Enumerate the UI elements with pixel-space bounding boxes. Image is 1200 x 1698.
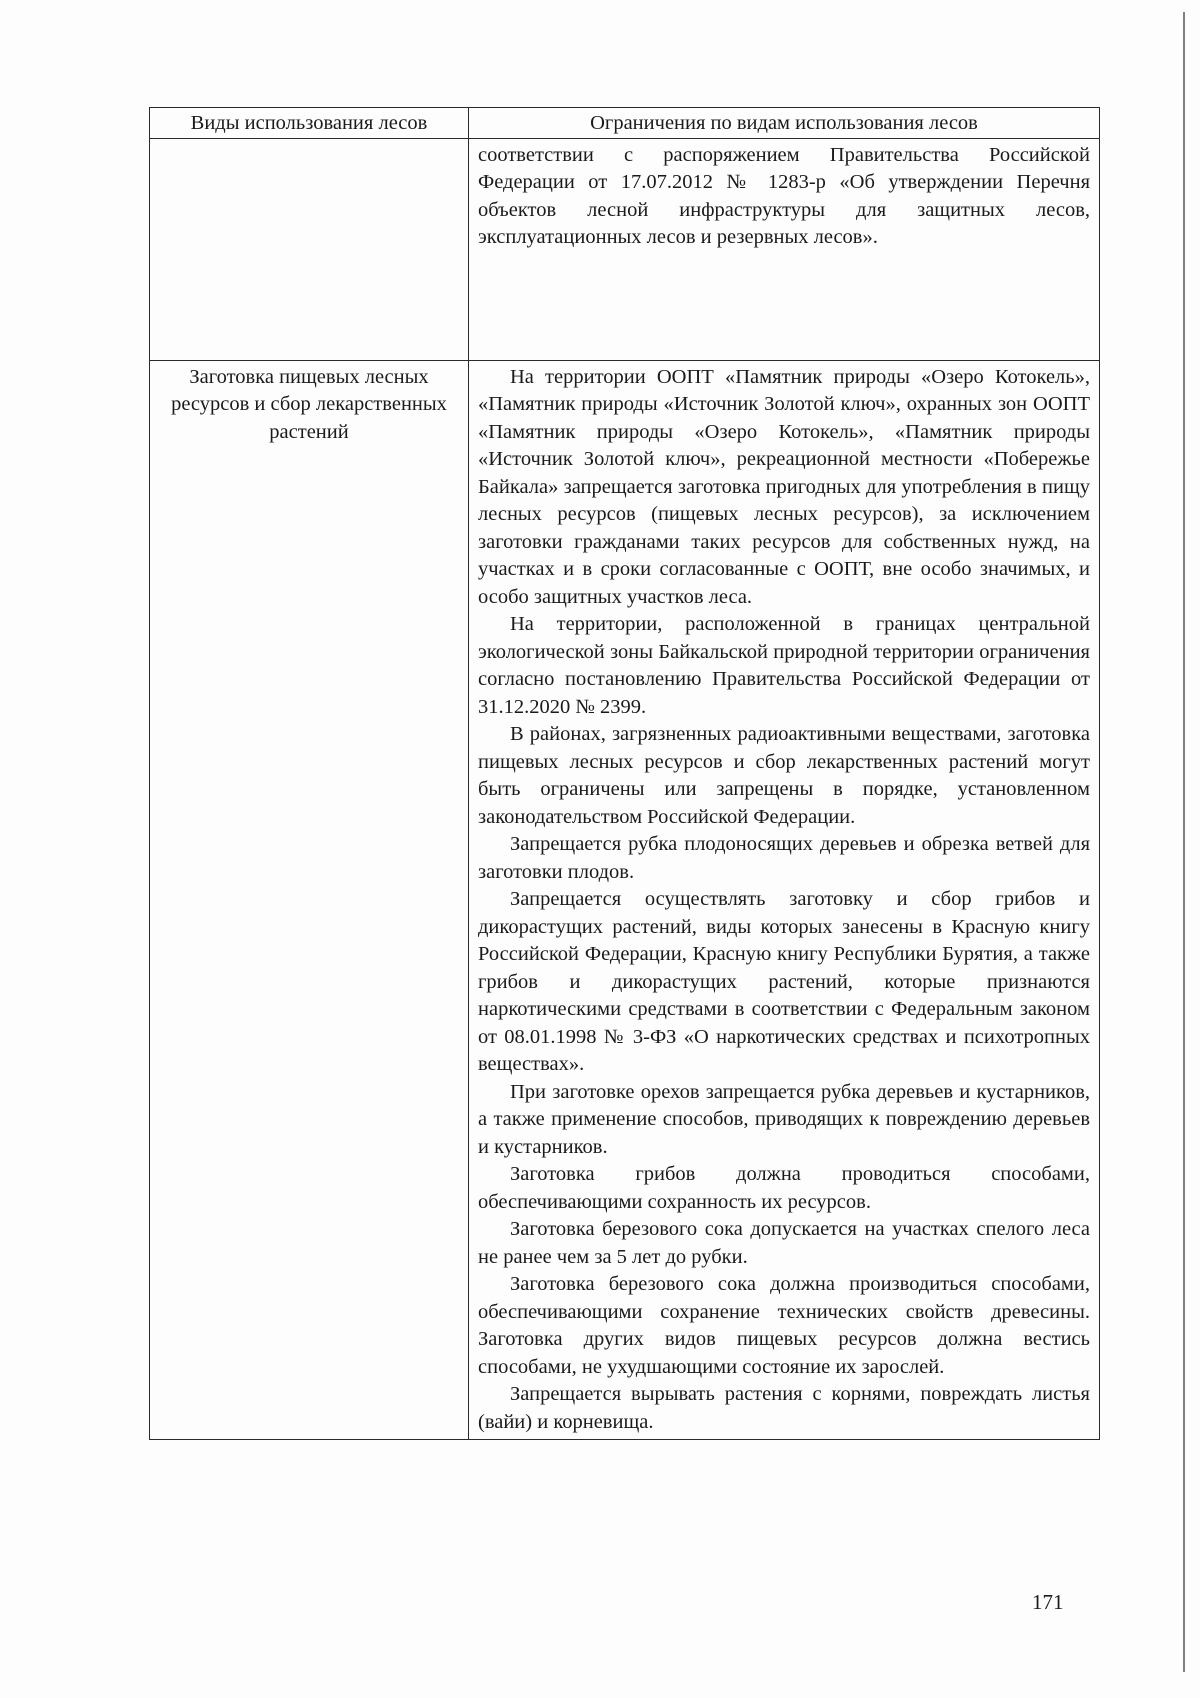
restriction-paragraph: На территории ООПТ «Памятник природы «Озеро Котокель», «Памятник природы «Источник Золотой ключ», охранных зон ООПТ «Памятник природы «Озеро Котокель», «Памятник природы «Источник Золотой ключ», рекреационной местности «Побережье Байкала» запрещается заготовка пригодных для употребления в пищу лесных ресурсов (пищевых лесных ресурсов), за исключением заготовки гражданами таких ресурсов для собственных нужд, на участках и в сроки согласованные с ООПТ, вне особо значимых, и особо защитных участков леса.: [478, 365, 1090, 608]
restriction-paragraph: соответствии с распоряжением Правительства Российской Федерации от 17.07.2012 № 1283-р «Об утверждении Перечня объектов лесной инфраструктуры для защитных лесов, эксплуатационных лесов и резервных лесов».: [478, 143, 1090, 248]
header-use-types: Виды использования лесов: [150, 108, 469, 139]
restriction-paragraph: В районах, загрязненных радиоактивными веществами, заготовка пищевых лесных ресурсов и сбор лекарственных растений могут быть ограничены или запрещены в порядке, установленном законодательством Российской Федерации.: [478, 723, 1090, 828]
restriction-paragraph: На территории, расположенной в границах центральной экологической зоны Байкальской природной территории ограничения согласно постановлению Правительства Российской Федерации от 31.12.2020 № 2399.: [478, 613, 1090, 718]
restriction-paragraph: Запрещается осуществлять заготовку и сбор грибов и дикорастущих растений, виды которых занесены в Красную книгу Российской Федерации, Красную книгу Республики Бурятия, а также грибов и дикорастущих растений, которые признаются наркотическими средствами в соответствии с Федеральным законом от 08.01.1998 № 3-ФЗ «О наркотических средствах и психотропных веществах».: [478, 888, 1090, 1075]
restriction-paragraph: Заготовка березового сока допускается на участках спелого леса не ранее чем за 5 лет до рубки.: [478, 1218, 1090, 1268]
cell-use-type-food-resources: Заготовка пищевых лесных ресурсов и сбор лекарственных растений: [150, 360, 469, 1440]
cell-restrictions-continuation: [469, 138, 1100, 360]
table-row-food-resources: [150, 360, 1100, 1440]
restriction-paragraph: Заготовка березового сока должна производиться способами, обеспечивающими сохранение технических свойств древесины. Заготовка других видов пищевых ресурсов должна вестись способами, не ухудшающими состояние их зарослей.: [478, 1273, 1090, 1378]
restriction-paragraph: Заготовка грибов должна проводиться способами, обеспечивающими сохранность их ресурсов.: [478, 1163, 1090, 1213]
cell-restrictions-food-resources: [469, 360, 1100, 1440]
restriction-paragraph: Запрещается рубка плодоносящих деревьев и обрезка ветвей для заготовки плодов.: [478, 833, 1090, 883]
forest-use-restrictions-table: [149, 107, 1100, 1440]
scan-edge-line: [1183, 12, 1185, 1672]
table-header-row: [150, 108, 1100, 139]
restriction-paragraph: Запрещается вырывать растения с корнями, повреждать листья (вайи) и корневища.: [478, 1383, 1090, 1433]
cell-use-type-empty: [150, 138, 469, 360]
table-row-continuation: [150, 138, 1100, 360]
header-restrictions: Ограничения по видам использования лесов: [469, 108, 1100, 139]
page-number: 171: [1032, 1590, 1064, 1614]
restriction-paragraph: При заготовке орехов запрещается рубка деревьев и кустарников, а также применение способов, приводящих к повреждению деревьев и кустарников.: [478, 1080, 1090, 1158]
